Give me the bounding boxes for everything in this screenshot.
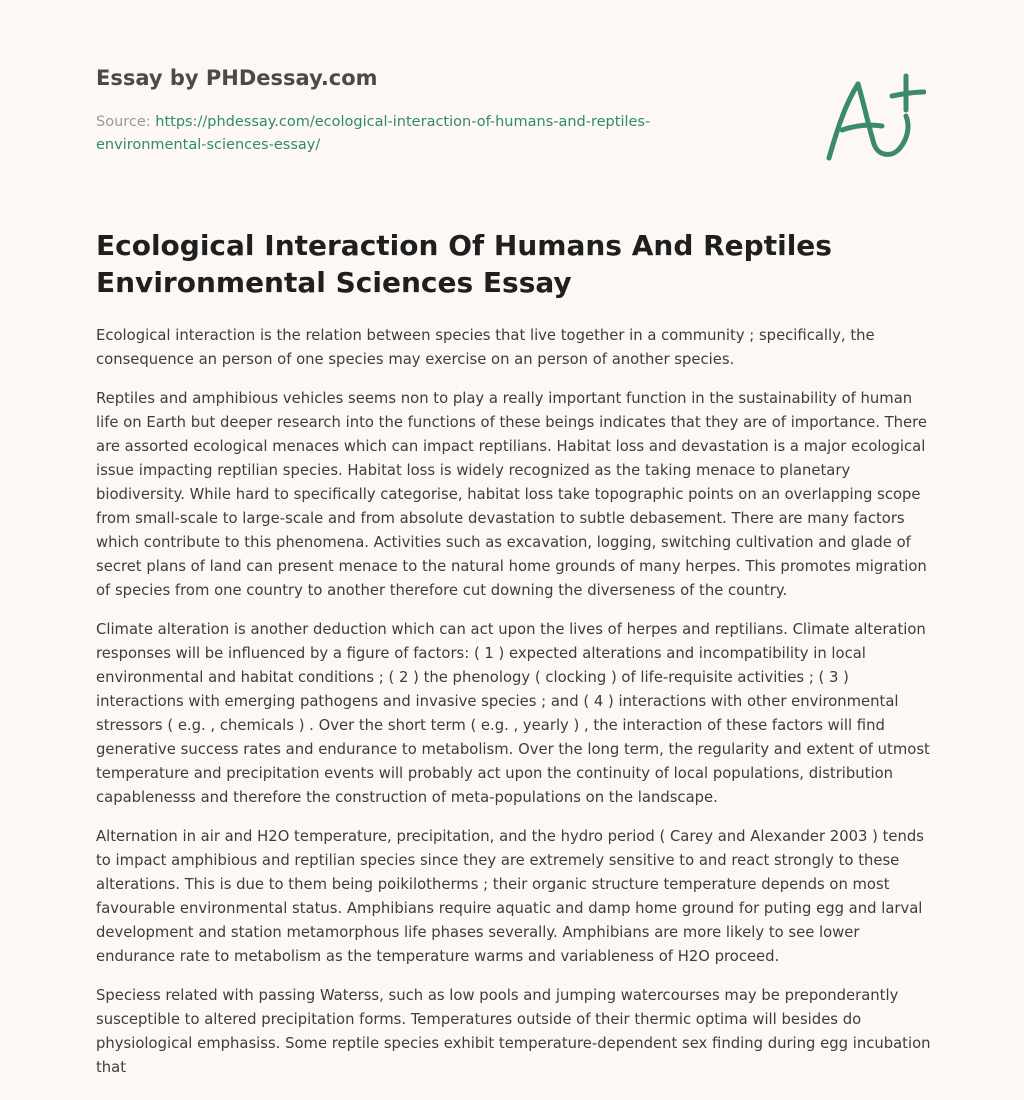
paragraph: Speciess related with passing Waterss, such as low pools and jumping watercourses may be preponderantly susceptible to altered precipitation forms. Temperatures outside of their thermic optima will besides do physiological emphasiss. Some reptile species exhibit temperature-dependent sex finding during egg incubation that [96, 987, 931, 1076]
source-line [96, 111, 696, 157]
site-brand: Essay by PHDessay.com [96, 66, 378, 90]
source-label: Source: [96, 114, 151, 130]
article-body [96, 324, 932, 1095]
article-title: Ecological Interaction Of Humans And Reptiles Environmental Sciences Essay [96, 229, 832, 299]
paragraph: Alternation in air and H2O temperature, precipitation, and the hydro period ( Carey and Alexander 2003 ) tends to impact amphibious and reptilian species since they are extremely sensitive to and react strongly to these alterations. This is due to them being poikilotherms ; their organic structure temperature depends on most favourable environmental status. Amphibians require aquatic and damp home ground for puting egg and larval development and station metamorphous life phases severally. Amphibians are more likely to see lower endurance rate to metabolism as the temperature warms and variableness of H2O proceed. [96, 828, 925, 965]
paragraph: Reptiles and amphibious vehicles seems non to play a really important function in the sustainability of human life on Earth but deeper research into the functions of these beings indicates that they are of importance. There are assorted ecological menaces which can impact reptilians. Habitat loss and devastation is a major ecological issue impacting reptilian species. Habitat loss is widely recognized as the taking menace to planetary biodiversity. While hard to specifically categorise, habitat loss take topographic points on an overlapping scope from small-scale to large-scale and from absolute devastation to subtle debasement. There are many factors which contribute to this phenomena. Activities such as excavation, logging, switching cultivation and glade of secret plans of land can present menace to the natural home grounds of many herpes. This promotes migration of species from one country to another therefore cut downing the diverseness of the country. [96, 390, 928, 599]
paragraph: Ecological interaction is the relation between species that live together in a community ; specifically, the consequence an person of one species may exercise on an person of another species. [96, 327, 875, 368]
source-link[interactable]: https://phdessay.com/ecological-interaction-of-humans-and-reptiles-environmental-sciences-essay/ [96, 114, 651, 153]
page-header [96, 64, 796, 157]
paragraph: Climate alteration is another deduction which can act upon the lives of herpes and reptilians. Climate alteration responses will be influenced by a figure of factors: ( 1 ) expected alterations and incompatibility in local environmental and habitat conditions ; ( 2 ) the phenology ( clocking ) of life-requisite activities ; ( 3 ) interactions with emerging pathogens and invasive species ; and ( 4 ) interactions with other environmental stressors ( e.g. , chemicals ) . Over the short term ( e.g. , yearly ) , the interaction of these factors will find generative success rates and endurance to metabolism. Over the long term, the regularity and extent of utmost temperature and precipitation events will probably act upon the continuity of local populations, distribution capablenesss and therefore the construction of meta-populations on the landscape. [96, 621, 930, 806]
a-plus-logo-icon [822, 70, 926, 166]
